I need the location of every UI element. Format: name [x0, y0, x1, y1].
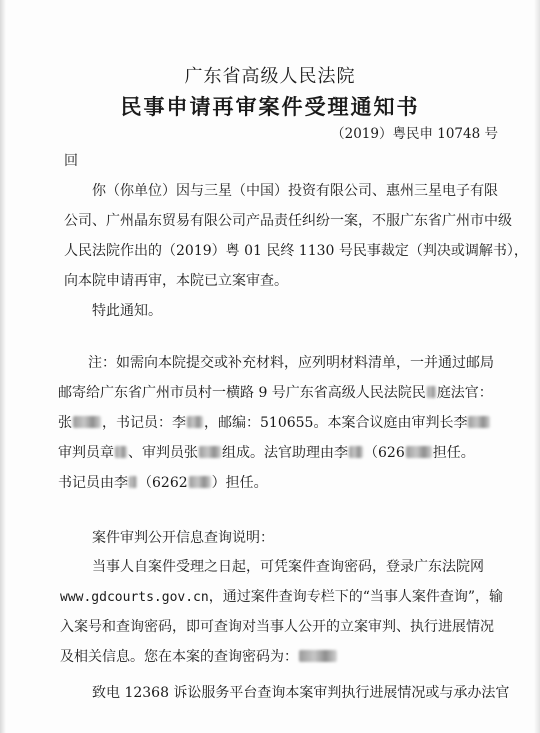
redaction — [199, 446, 221, 458]
note-text: （626 — [364, 445, 405, 461]
case-number: （2019）粤民申 10748 号 — [331, 126, 498, 142]
info-text: ，通过案件查询专栏下的“当事人案件查询”，输 — [208, 589, 504, 605]
note-line-5 — [58, 472, 268, 492]
info-heading: 案件审判公开信息查询说明： — [92, 530, 274, 546]
note-text: （6262 — [138, 475, 188, 491]
note-text: 书记员由李 — [58, 475, 128, 491]
body-line-1: 你（你单位）因与三星（中国）投资有限公司、惠州三星电子有限 — [92, 183, 498, 199]
redaction — [189, 476, 211, 488]
note-text: 组成。法官助理由李 — [222, 445, 348, 461]
court-website-link: www.gdcourts.gov.cn — [60, 590, 209, 605]
info-line-3: 入案号和查询密码，即可查询对当事人公开的立案审判、执行进展情况 — [60, 619, 494, 635]
recipient-line: 回 — [64, 153, 78, 169]
body-line-3: 人民法院作出的（2019）粤 01 民终 1130 号民事裁定（判决或调解书）， — [64, 243, 528, 259]
note-line-4 — [58, 442, 475, 462]
info-line-4 — [60, 646, 338, 666]
note-text: 庭法官： — [436, 385, 493, 401]
info-line-1: 当事人自案件受理之日起，可凭案件查询密码，登录广东法院网 — [92, 559, 484, 575]
note-line-3 — [58, 412, 491, 432]
note-text: 、审判员张 — [128, 445, 198, 461]
note-text: 张 — [58, 415, 72, 431]
closing-line: 特此通知。 — [92, 303, 162, 319]
note-text: ，书记员：李 — [102, 415, 186, 431]
redaction — [187, 416, 203, 428]
redaction — [115, 446, 127, 458]
court-name: 广东省高级人民法院 — [184, 66, 356, 87]
redaction — [349, 446, 363, 458]
note-text: 担任。 — [432, 445, 475, 461]
body-line-4: 向本院申请再审，本院已立案审查。 — [64, 273, 288, 289]
note-line-1: 注：如需向本院提交或补充材料，应列明材料清单，一并通过邮局 — [88, 355, 494, 371]
info-line-5: 致电 12368 诉讼服务平台查询本案审判执行进展情况或与承办法官 — [92, 685, 510, 701]
note-text: 邮寄给广东省广州市员村一横路 9 号广东省高级人民法院民 — [58, 385, 426, 401]
note-text: ）担任。 — [211, 475, 268, 491]
redaction — [406, 446, 432, 458]
info-line-2 — [60, 586, 503, 606]
note-line-2 — [58, 382, 493, 402]
redaction — [427, 386, 436, 398]
note-text: 审判员章 — [58, 445, 114, 461]
body-line-2: 公司、广州晶东贸易有限公司产品责任纠纷一案，不服广东省广州市中级 — [64, 213, 512, 229]
document-title: 民事申请再审案件受理通知书 — [120, 94, 420, 119]
password-redaction — [299, 650, 337, 662]
redaction — [129, 476, 137, 488]
redaction — [468, 416, 490, 428]
info-text: 及相关信息。您在本案的查询密码为： — [60, 649, 298, 665]
redaction — [73, 416, 101, 428]
note-text: ，邮编：510655。本案合议庭由审判长李 — [204, 415, 468, 431]
